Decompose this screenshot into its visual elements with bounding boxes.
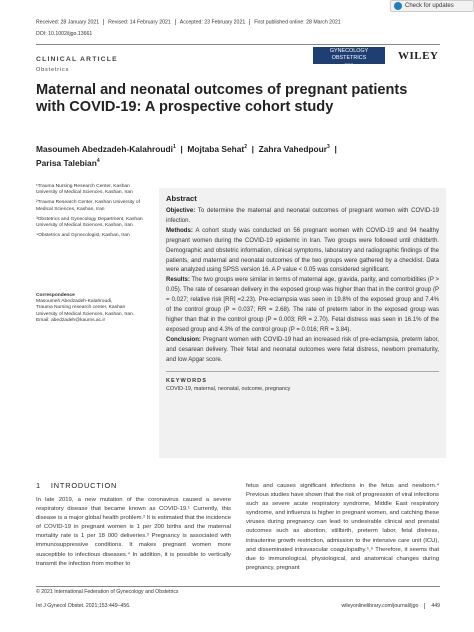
affiliation: ⁴Obstetrics and Gynecologist, Kashan, Iran <box>36 233 130 239</box>
check-for-updates-label: Check for updates <box>405 3 454 9</box>
received-date: Received: 28 January 2021 <box>36 19 100 26</box>
header-divider <box>36 44 440 45</box>
author[interactable]: Parisa Talebian$^4$ <box>36 157 100 168</box>
citation: Int J Gynecol Obstet. 2021;153:449–456. <box>36 603 131 609</box>
page-number: 449 <box>431 603 440 609</box>
intro-paragraph: In late 2019, a new mutation of the coronavirus caused a severe respiratory disease that became known as COVID-19.¹ Currently, this disease is a major global health problem.² It is estimated that the incidence of COVID-19 in pregnant women is 1 per 200 births and the maternal mortality rate is 1 per 18 000 deliveries.³ Pregnancy is associated with immunosuppressive conditions. It makes pregnant women more susceptible to infectious diseases.⁴ In addition, it is possible to vertically transmit the infection from mother to <box>36 497 231 567</box>
publisher-logo: WILEY <box>398 50 439 62</box>
correspondence-heading: Correspondence <box>36 293 75 298</box>
author[interactable]: Mojtaba Sehat$^2$ <box>187 143 247 154</box>
doi[interactable]: DOI: 10.1002/ijgo.13661 <box>36 31 93 37</box>
journal-url[interactable]: wileyonlinelibrary.com/journal/ijgo <box>341 603 419 609</box>
abstract-heading: Abstract <box>166 194 197 203</box>
correspondence-address: Trauma Nursing research center, Kashan University of Medical Sciences, Kashan, Iran. <box>36 305 135 317</box>
body-column-right <box>246 482 439 573</box>
section-label: Obstetrics <box>36 67 70 73</box>
article-title: Maternal and neonatal outcomes of pregnant patients with COVID-19: A prospective cohort study <box>36 82 408 115</box>
author[interactable]: Zahra Vahedpour$^3$ <box>258 143 330 154</box>
journal-logo: GYNECOLOGY OBSTETRICS FIGO <box>313 47 385 64</box>
body-column-left <box>36 496 231 569</box>
publication-dates <box>36 19 396 25</box>
check-for-updates-button[interactable] <box>390 0 474 12</box>
correspondence <box>36 293 146 324</box>
correspondence-name: Masoumeh Abedzadeh-Kalahroudi, <box>36 299 113 305</box>
abstract-objective: Objective: To determine the maternal and neonatal outcomes of pregnant women with COVID-19 infection. <box>166 208 439 224</box>
author[interactable]: Masoumeh Abedzadeh-Kalahroudi$^1$ <box>36 143 176 154</box>
keywords-divider <box>166 371 439 372</box>
abstract-results: Results: The two groups were similar in terms of maternal age, gravida, parity, and comorbidities (P > 0.05). The rate of cesarean delivery in the exposed group was higher than that in the control group (P = 0.027; relative risk [RR] =2.23). Pre-eclampsia was seen in 19.8% of the exposed group and 7.4% of the control group (P = 0.037; RR = 2.68). The rate of preterm labor in the exposed group was higher than that in the control group (P = 0.003; RR = 2.70). Fetal distress was seen in 16.1% of the exposed group and 4.3% of the control group (P = 0.016; RR = 3.84). <box>166 277 439 333</box>
intro-paragraph-continued: fetus and causes significant infections in the fetus and newborn.⁴ Previous studies have shown that the risk of progression of viral infections such as severe acute respiratory syndrome, Middle East respiratory syndrome, and influenza is higher in pregnant women, and catching these viruses during pregnancy can lead to undesirable clinical and prenatal outcomes such as abortion, stillbirth, preterm labor, fetal distress, intrauterine growth restriction, admission to the intensive care unit (ICU), and disseminated intravascular coagulopathy.⁵,⁶ Therefore, it seems that due to immunological, physiological, and anatomical changes during pregnancy, pregnant <box>246 483 439 571</box>
correspondence-email[interactable]: Email: abedzadeh@kaums.ac.ir <box>36 317 106 323</box>
crossmark-icon <box>394 2 402 10</box>
affiliation: ²Trauma Research Center, Kashan University of Medical Sciences, Kashan, Iran <box>36 200 140 212</box>
article-type: CLINICAL ARTICLE <box>36 56 118 63</box>
accepted-date: Accepted: 23 February 2021 <box>179 19 246 26</box>
copyright: © 2021 International Federation of Gynecology and Obstetrics <box>36 586 440 595</box>
abstract-methods: Methods: A cohort study was conducted on 56 pregnant women with COVID-19 and 94 healthy pregnant women during the COVID-19 epidemic in Iran. Two groups were followed until childbirth. Demographic and obstetric information, clinical symptoms, laboratory and radiographic findings of the patients, and maternal and neonatal outcomes of the two groups were gathered by a checklist. Data were analyzed using SPSS version 16. A P value < 0.05 was considered significant. <box>166 227 439 274</box>
keywords: COVID-19, maternal, neonatal, outcome, pregnancy <box>166 385 291 392</box>
revised-date: Revised: 14 February 2021 <box>108 19 171 26</box>
author-list: Masoumeh Abedzadeh-Kalahroudi$^1$ | Mojtaba Sehat$^2$ | Zahra Vahedpour$^3$ | Parisa Talebian$^4$ <box>36 143 337 168</box>
keywords-heading: KEYWORDS <box>166 377 207 384</box>
published-date: First published online: 28 March 2021 <box>254 19 341 26</box>
affiliation: ³Obstetrics and Gynecology Department, Kashan University of Medical Sciences, Kashan, Iran <box>36 216 143 229</box>
affiliations <box>36 184 146 243</box>
page-footer <box>36 603 440 609</box>
abstract-box <box>159 188 446 458</box>
abstract-conclusion: Conclusion: Pregnant women with COVID-19 had an increased risk of pre-eclampsia, preterm labor, and cesarean delivery. Their fetal and neonatal outcomes were fetal distress, newborn prematurity, and low Apgar score. <box>166 336 439 363</box>
introduction-heading: 1 INTRODUCTION <box>36 481 118 490</box>
affiliation: ¹Trauma Nursing Research Center, Kashan University of Medical Sciences, Kashan, Iran <box>36 184 133 196</box>
